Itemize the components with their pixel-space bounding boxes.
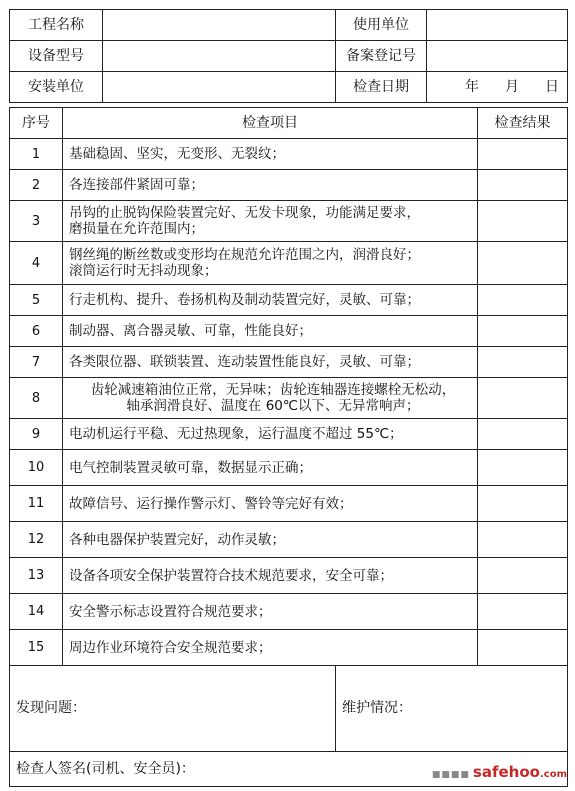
date-month: 月: [505, 78, 519, 95]
row-item: 各类限位器、联锁装置、连动装置性能良好，灵敏、可靠；: [62, 346, 478, 378]
row-result[interactable]: [477, 241, 568, 285]
maintenance-label: 维护情况：: [342, 700, 412, 716]
equipment-model-value[interactable]: [102, 40, 336, 72]
row-no: 13: [9, 557, 63, 594]
row-result[interactable]: [477, 593, 568, 630]
row-item: [62, 377, 478, 419]
user-unit-label: 使用单位: [335, 9, 427, 41]
watermark-logo: [432, 763, 567, 781]
row-no: 14: [9, 593, 63, 630]
row-item-line1: 钢丝绳的断丝数或变形均在规范允许范围之内，润滑良好；: [69, 247, 420, 263]
user-unit-value[interactable]: [426, 9, 568, 41]
row-no: 7: [9, 346, 63, 378]
row-no: 3: [9, 200, 63, 242]
row-no: 1: [9, 138, 63, 170]
row-no: 4: [9, 241, 63, 285]
row-item: 制动器、离合器灵敏、可靠，性能良好；: [62, 315, 478, 347]
inspection-form: [9, 9, 568, 787]
row-item: 安全警示标志设置符合规范要求；: [62, 593, 478, 630]
row-result[interactable]: [477, 557, 568, 594]
row-result[interactable]: [477, 521, 568, 558]
row-item-line2: 磨损量在允许范围内；: [69, 221, 204, 237]
watermark-dots-icon: ■■■■: [431, 770, 470, 780]
project-name-label: 工程名称: [9, 9, 103, 41]
row-result[interactable]: [477, 485, 568, 522]
row-result[interactable]: [477, 315, 568, 347]
row-item: 基础稳固、坚实，无变形、无裂纹；: [62, 138, 478, 170]
watermark-suffix: .com: [539, 769, 567, 780]
watermark-text: safehoo: [472, 763, 540, 781]
row-item: 电气控制装置灵敏可靠，数据显示正确；: [62, 449, 478, 486]
project-name-value[interactable]: [102, 9, 336, 41]
row-item: [62, 241, 478, 285]
registration-no-label: 备案登记号: [335, 40, 427, 72]
row-no: 12: [9, 521, 63, 558]
column-header-no: 序号: [9, 107, 63, 139]
install-unit-label: 安装单位: [9, 71, 103, 103]
row-result[interactable]: [477, 138, 568, 170]
row-result[interactable]: [477, 449, 568, 486]
row-no: 9: [9, 418, 63, 450]
registration-no-value[interactable]: [426, 40, 568, 72]
column-header-result: 检查结果: [477, 107, 568, 139]
row-item-line2: 滚筒运行时无抖动现象；: [69, 263, 218, 279]
row-item: 周边作业环境符合安全规范要求；: [62, 629, 478, 666]
signature-label: 检查人签名(司机、安全员)：: [16, 760, 195, 777]
row-result[interactable]: [477, 200, 568, 242]
row-item: 故障信号、运行操作警示灯、警铃等完好有效；: [62, 485, 478, 522]
equipment-model-label: 设备型号: [9, 40, 103, 72]
inspect-date-value[interactable]: [426, 71, 568, 103]
row-no: 6: [9, 315, 63, 347]
issues-label: 发现问题：: [16, 700, 86, 716]
row-no: 10: [9, 449, 63, 486]
row-item-line1: 齿轮减速箱油位正常，无异味；齿轮连轴器连接螺栓无松动，: [90, 382, 456, 398]
maintenance-field[interactable]: [335, 665, 568, 752]
date-year: 年: [465, 78, 479, 95]
row-no: 15: [9, 629, 63, 666]
row-result[interactable]: [477, 418, 568, 450]
row-no: 5: [9, 284, 63, 316]
row-no: 11: [9, 485, 63, 522]
row-result[interactable]: [477, 629, 568, 666]
row-result[interactable]: [477, 169, 568, 201]
row-no: 2: [9, 169, 63, 201]
row-item: 行走机构、提升、卷扬机构及制动装置完好，灵敏、可靠；: [62, 284, 478, 316]
row-item-line2: 轴承润滑良好、温度在 60℃以下、无异常响声；: [126, 398, 420, 414]
date-day: 日: [545, 78, 559, 95]
row-result[interactable]: [477, 346, 568, 378]
inspect-date-label: 检查日期: [335, 71, 427, 103]
row-no: 8: [9, 377, 63, 419]
row-item: 设备各项安全保护装置符合技术规范要求，安全可靠；: [62, 557, 478, 594]
column-header-item: 检查项目: [62, 107, 478, 139]
issues-field[interactable]: [9, 665, 336, 752]
row-item-line1: 吊钩的止脱钩保险装置完好、无发卡现象，功能满足要求，: [69, 205, 420, 221]
row-item: 各种电器保护装置完好，动作灵敏；: [62, 521, 478, 558]
row-item: 电动机运行平稳、无过热现象，运行温度不超过 55℃；: [62, 418, 478, 450]
row-result[interactable]: [477, 377, 568, 419]
row-item: 各连接部件紧固可靠；: [62, 169, 478, 201]
install-unit-value[interactable]: [102, 71, 336, 103]
row-result[interactable]: [477, 284, 568, 316]
row-item: [62, 200, 478, 242]
